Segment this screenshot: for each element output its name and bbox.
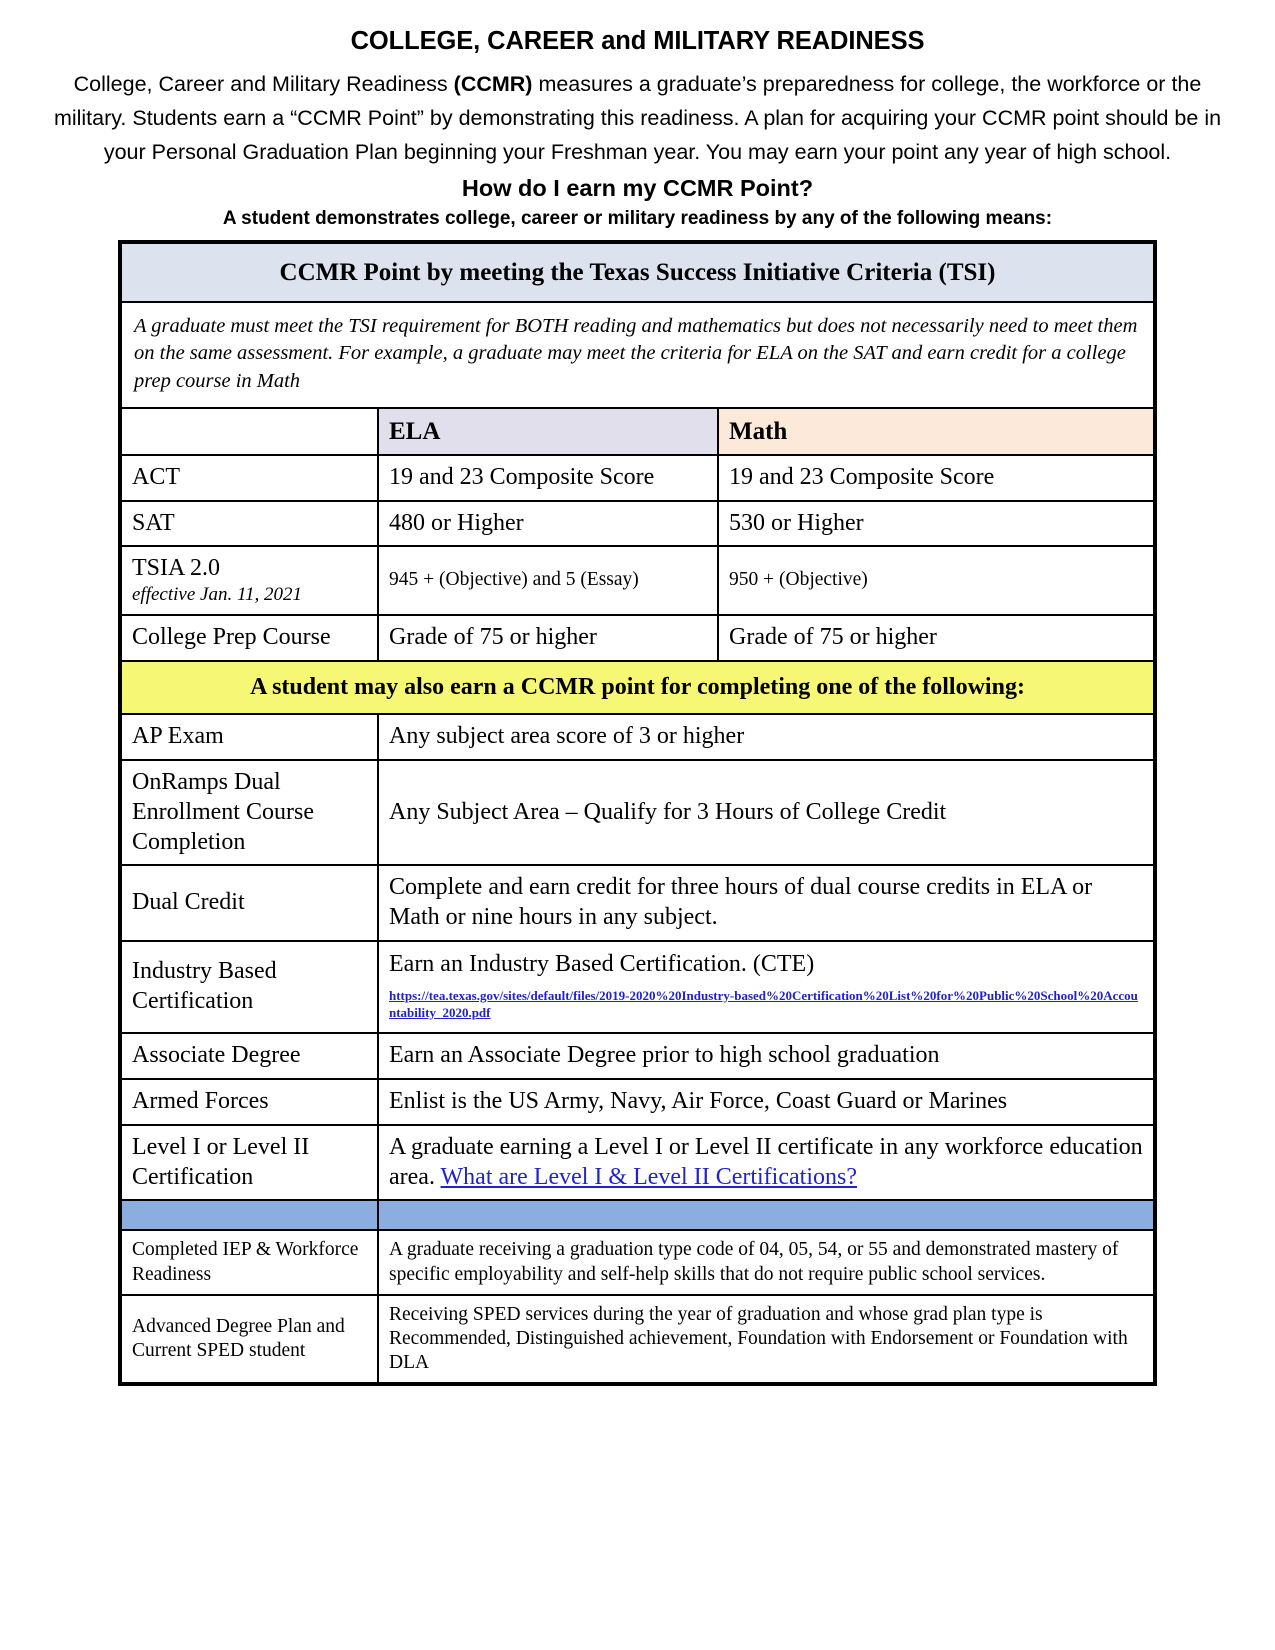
intro-text-part2: measures a graduate’s preparedness for college, the workforce or the military. Students earn a “CCMR Point” by demonstrating this readiness. A plan for acquiring your CCMR point should be in your Personal Graduation Plan beginning your Freshman year. You may earn your point any year of high school. — [53, 72, 1222, 164]
level-desc-text: A graduate earning a Level I or Level II certificate in any workforce education area. — [389, 1133, 1143, 1190]
row-label-industry-based: Industry Based Certification — [120, 941, 378, 1034]
blue-divider-right-cell — [378, 1200, 1155, 1230]
question-heading: How do I earn my CCMR Point? — [461, 175, 814, 201]
row-label-tsia-effective: effective Jan. 11, 2021 — [132, 584, 303, 605]
row-label-ap-exam: AP Exam — [120, 714, 378, 760]
row-label-armed-forces: Armed Forces — [120, 1079, 378, 1125]
row-label-college-prep: College Prep Course — [120, 615, 378, 661]
header-ela-cell: ELA — [378, 408, 718, 455]
row-math-tsia: 950 + (Objective) — [718, 546, 1155, 615]
means-heading: A student demonstrates college, career or military readiness by any of the following means: — [222, 208, 1053, 229]
row-ela-act: 19 and 23 Composite Score — [378, 455, 718, 501]
row-desc-advanced-degree-plan: Receiving SPED services during the year of graduation and whose grad plan type is Recommended, Distinguished achievement, Foundation with Endorsement or Foundation with DLA — [378, 1295, 1155, 1385]
table-row — [120, 1125, 1155, 1201]
table-row — [120, 941, 1155, 1034]
row-label-sat: SAT — [120, 501, 378, 547]
row-desc-associate-degree: Earn an Associate Degree prior to high school graduation — [378, 1033, 1155, 1079]
table-row — [120, 1295, 1155, 1385]
table-row — [120, 501, 1155, 547]
table-row — [120, 455, 1155, 501]
row-label-level-certification: Level I or Level II Certification — [120, 1125, 378, 1201]
row-math-act: 19 and 23 Composite Score — [718, 455, 1155, 501]
intro-paragraph — [50, 67, 1225, 169]
row-ela-college-prep: Grade of 75 or higher — [378, 615, 718, 661]
row-desc-dual-credit: Complete and earn credit for three hours of dual course credits in ELA or Math or nine hours in any subject. — [378, 865, 1155, 941]
table-row — [120, 865, 1155, 941]
row-label-advanced-degree-plan: Advanced Degree Plan and Current SPED student — [120, 1295, 378, 1385]
row-desc-industry-based — [378, 941, 1155, 1034]
industry-certification-list-link[interactable]: https://tea.texas.gov/sites/default/files/2019-2020%20Industry-based%20Certification%20List%20for%20Public%20School%20Accountability_2020.pdf — [389, 987, 1138, 1020]
blue-divider-left-cell — [120, 1200, 378, 1230]
table-row — [120, 546, 1155, 615]
row-label-completed-iep: Completed IEP & Workforce Readiness — [120, 1230, 378, 1294]
subject-header-row — [120, 408, 1155, 455]
header-math-cell: Math — [718, 408, 1155, 455]
intro-ccmr-abbrev: (CCMR) — [453, 72, 533, 96]
row-ela-sat: 480 or Higher — [378, 501, 718, 547]
intro-text-part1: College, Career and Military Readiness — [73, 72, 454, 96]
level-certifications-link[interactable]: What are Level I & Level II Certifications? — [440, 1163, 857, 1190]
table-row — [120, 1033, 1155, 1079]
table-row — [120, 714, 1155, 760]
yellow-banner-row — [120, 661, 1155, 715]
row-desc-onramps: Any Subject Area – Qualify for 3 Hours of College Credit — [378, 760, 1155, 865]
row-desc-armed-forces: Enlist is the US Army, Navy, Air Force, Coast Guard or Marines — [378, 1079, 1155, 1125]
row-math-sat: 530 or Higher — [718, 501, 1155, 547]
row-label-tsia-main: TSIA 2.0 — [132, 555, 221, 582]
industry-desc-text: Earn an Industry Based Certification. (CTE) — [389, 950, 815, 977]
row-label-tsia — [120, 546, 378, 615]
blue-divider-row — [120, 1200, 1155, 1230]
table-row — [120, 615, 1155, 661]
row-label-act: ACT — [120, 455, 378, 501]
table-row — [120, 1230, 1155, 1294]
also-banner-label: A student may also earn a CCMR point for completing one of the following: — [120, 661, 1155, 715]
ccmr-criteria-table — [118, 240, 1157, 1386]
row-label-associate-degree: Associate Degree — [120, 1033, 378, 1079]
table-row — [120, 760, 1155, 865]
tsi-banner-row — [120, 242, 1155, 302]
row-desc-level-certification — [378, 1125, 1155, 1201]
row-math-college-prep: Grade of 75 or higher — [718, 615, 1155, 661]
row-desc-completed-iep: A graduate receiving a graduation type code of 04, 05, 54, or 55 and demonstrated mastery of specific employability and self-help skills that do not require public school services. — [378, 1230, 1155, 1294]
row-ela-tsia: 945 + (Objective) and 5 (Essay) — [378, 546, 718, 615]
header-blank-cell — [120, 408, 378, 455]
tsi-note-text: A graduate must meet the TSI requirement for BOTH reading and mathematics but does not necessarily need to meet them on the same assessment. For example, a graduate may meet the criteria for ELA on the SAT and earn credit for a college prep course in Math — [120, 302, 1155, 408]
row-label-onramps: OnRamps Dual Enrollment Course Completion — [120, 760, 378, 865]
page-title: COLLEGE, CAREER and MILITARY READINESS — [350, 27, 925, 55]
tsi-note-row — [120, 302, 1155, 408]
table-row — [120, 1079, 1155, 1125]
tsi-banner-label: CCMR Point by meeting the Texas Success Initiative Criteria (TSI) — [120, 242, 1155, 302]
row-desc-ap-exam: Any subject area score of 3 or higher — [378, 714, 1155, 760]
row-label-dual-credit: Dual Credit — [120, 865, 378, 941]
